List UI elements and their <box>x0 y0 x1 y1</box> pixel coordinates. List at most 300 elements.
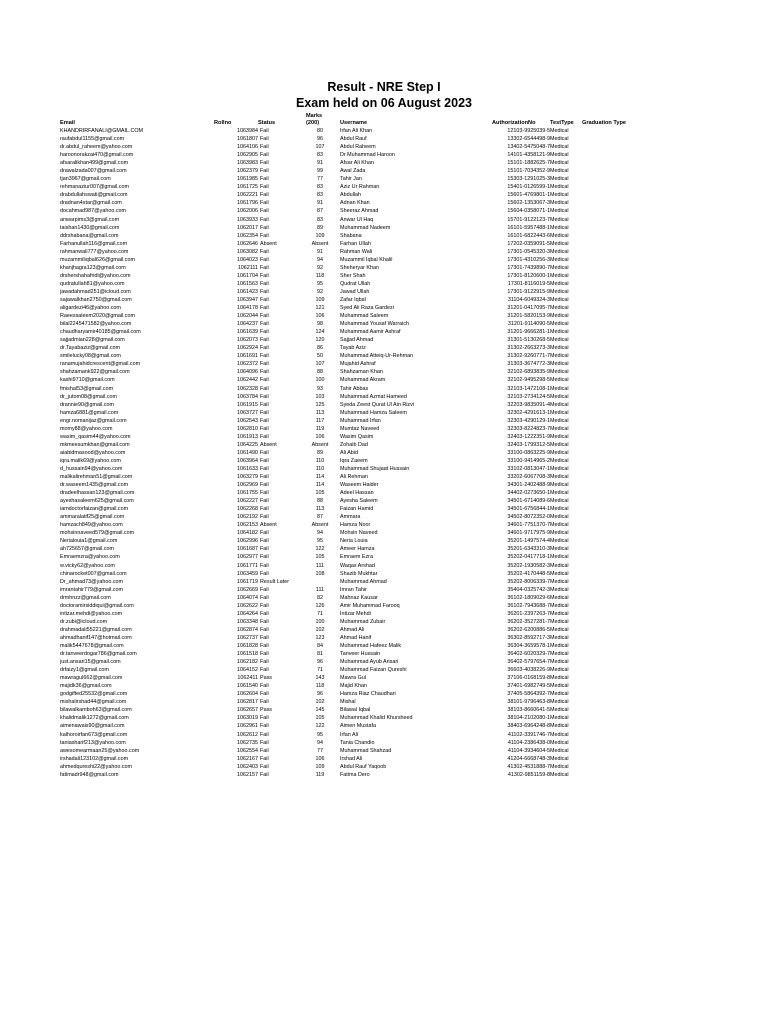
cell-marks: 118 <box>315 272 325 279</box>
table-row <box>60 441 642 449</box>
cell-email: w.vicky62@yahoo.com <box>60 562 115 569</box>
cell-email: fatimadr948@gmail.com <box>60 771 119 778</box>
cell-username: Abdul Rauf <box>340 136 367 143</box>
table-row <box>60 449 642 457</box>
cell-graduation-type <box>582 127 642 135</box>
cell-username: Muhammad Shujaat Hussain <box>340 465 410 472</box>
cell-rollno: 1063983 <box>237 160 258 167</box>
cell-rollno: 1062221 <box>237 192 258 199</box>
table-row <box>60 127 642 135</box>
cell-username: Tania Chandio <box>340 739 375 746</box>
cell-rollno: 1061915 <box>237 401 258 408</box>
cell-authorization: 34501-6714089-6 <box>507 498 550 505</box>
cell-email: sajawalkhan2750@gmail.com <box>60 296 132 303</box>
cell-marks: 125 <box>315 401 325 408</box>
table-row <box>60 682 642 690</box>
cell-status: Fail <box>260 643 269 649</box>
cell-username: Syed Ali Raza Gardezi <box>340 305 394 312</box>
cell-authorization: 37405-5864392-7 <box>507 691 550 698</box>
cell-status: Fail <box>260 305 269 312</box>
cell-rollno: 1062737 <box>237 634 258 641</box>
cell-authorization: 15401-0126599-1 <box>507 184 550 191</box>
table-row <box>60 658 642 666</box>
cell-graduation-type <box>582 610 642 618</box>
cell-status: Fail <box>260 586 269 593</box>
cell-email: drshershahafridi@yahoo.com <box>60 272 131 279</box>
cell-graduation-type <box>582 175 642 183</box>
cell-testtype: Medical <box>550 305 569 312</box>
cell-testtype: Medical <box>550 321 569 328</box>
cell-email: rahmanwali777@yahoo.com <box>60 248 129 255</box>
cell-rollno: 1062735 <box>237 739 258 746</box>
cell-marks: 86 <box>317 345 323 352</box>
cell-username: Qudrat Ullah <box>340 280 371 287</box>
table-row <box>60 465 642 473</box>
cell-authorization: 41102-3391746-7 <box>507 731 550 738</box>
cell-testtype: Medical <box>550 393 569 400</box>
cell-rollno: 1062354 <box>237 232 258 239</box>
table-row <box>60 175 642 183</box>
cell-status: Fail <box>260 683 269 690</box>
cell-authorization: 31303-3674772-3 <box>507 361 550 368</box>
cell-graduation-type <box>582 771 642 779</box>
cell-graduation-type <box>582 739 642 747</box>
cell-graduation-type <box>582 352 642 360</box>
cell-username: Tahir Jan <box>340 176 362 183</box>
table-row <box>60 698 642 706</box>
cell-marks: Absent <box>311 240 329 247</box>
cell-graduation-type <box>582 288 642 296</box>
cell-testtype: Medical <box>550 506 569 513</box>
cell-rollno: 1063947 <box>237 296 258 303</box>
cell-email: shahzamank922@gmail.com <box>60 369 130 376</box>
cell-marks: 77 <box>317 176 323 183</box>
cell-email: dr.waseem1435@gmail.com <box>60 482 129 489</box>
cell-testtype: Medical <box>550 482 569 489</box>
cell-testtype: Medical <box>550 562 569 569</box>
cell-testtype: Medical <box>550 651 569 658</box>
cell-marks: 124 <box>315 329 325 336</box>
cell-status: Fail <box>260 385 269 392</box>
cell-username: Tahir Abbas <box>340 385 369 392</box>
cell-rollno: 1061518 <box>237 651 258 658</box>
cell-marks: 126 <box>315 602 325 609</box>
cell-testtype: Medical <box>550 216 569 223</box>
cell-email: chinarocket007@gmail.com <box>60 570 127 577</box>
cell-rollno: 1062372 <box>237 361 258 368</box>
cell-email: khalidmalik1272@gmail.com <box>60 715 129 722</box>
cell-authorization: 32403-1799312-5 <box>507 441 550 448</box>
cell-status: Fail <box>260 128 269 134</box>
cell-graduation-type <box>582 296 642 304</box>
cell-username: Sheheryar Khan <box>340 264 379 271</box>
cell-username: Muhammad Faizan Qureshi <box>340 667 407 674</box>
cell-testtype: Medical <box>550 755 569 762</box>
cell-authorization: 34301-2402488-9 <box>507 482 550 489</box>
cell-username: Muhammad Hamza Saleem <box>340 409 407 416</box>
cell-authorization: 15101-7034352-9 <box>507 168 550 175</box>
cell-testtype: Medical <box>550 683 569 690</box>
cell-testtype: Medical <box>550 152 569 159</box>
cell-username: Neria Louia <box>340 538 368 545</box>
cell-rollno: 1064264 <box>237 610 258 617</box>
cell-status: Fail <box>260 602 269 609</box>
cell-email: mkmeesumkhan@gmail.com <box>60 441 130 448</box>
table-row <box>60 481 642 489</box>
cell-authorization: 17301-4310256-3 <box>507 256 550 263</box>
header-row <box>60 113 642 127</box>
cell-email: malikalirehman51@gmail.com <box>60 474 133 481</box>
table-row <box>60 393 642 401</box>
cell-marks: 94 <box>317 256 323 263</box>
cell-rollno: 1062227 <box>237 498 258 505</box>
cell-testtype: Medical <box>550 659 569 666</box>
cell-graduation-type <box>582 224 642 232</box>
header-status: Status <box>258 120 276 126</box>
cell-marks: 106 <box>315 313 325 320</box>
cell-marks: 83 <box>317 152 323 159</box>
cell-authorization: 35202-1930582-3 <box>507 562 550 569</box>
cell-status: Fail <box>260 659 269 666</box>
cell-authorization: 32403-1222351-9 <box>507 433 550 440</box>
cell-testtype: Medical <box>550 248 569 255</box>
cell-username: Mishal <box>340 699 356 706</box>
cell-marks: 145 <box>315 707 325 714</box>
cell-status: Fail <box>260 651 269 658</box>
cell-testtype: Medical <box>550 176 569 183</box>
cell-graduation-type <box>582 505 642 513</box>
cell-authorization: 16101-6822443-6 <box>507 232 550 239</box>
cell-authorization: 32203-9835091-4 <box>507 401 550 408</box>
cell-testtype: Medical <box>550 747 569 754</box>
cell-status: Fail <box>260 393 269 400</box>
cell-rollno: 1061563 <box>237 280 258 287</box>
cell-status: Fail <box>260 465 269 472</box>
cell-marks: 100 <box>315 377 325 384</box>
cell-email: aligardezi46@yahoo.com <box>60 305 121 312</box>
cell-rollno: 1063348 <box>237 618 258 625</box>
cell-testtype: Medical <box>550 691 569 698</box>
cell-graduation-type <box>582 586 642 594</box>
cell-email: raufabdul1155@gmail.com <box>60 136 125 143</box>
cell-marks: 94 <box>317 739 323 746</box>
cell-graduation-type <box>582 562 642 570</box>
cell-username: Awal Zada <box>340 168 366 175</box>
cell-username: Muhammad Irfan <box>340 417 381 424</box>
cell-graduation-type <box>582 529 642 537</box>
cell-graduation-type <box>582 618 642 626</box>
cell-email: sajjadmian228@gmail.com <box>60 337 125 344</box>
cell-email: dr_jutom08@gmail.com <box>60 393 118 400</box>
cell-graduation-type <box>582 304 642 312</box>
cell-rollno: 1062006 <box>237 208 258 215</box>
cell-graduation-type <box>582 385 642 393</box>
cell-graduation-type <box>582 167 642 175</box>
table-row <box>60 731 642 739</box>
cell-email: malik5447678@gmail.com <box>60 643 124 649</box>
cell-rollno: 1064074 <box>237 594 258 601</box>
cell-status: Fail <box>260 618 269 625</box>
cell-marks: 83 <box>317 216 323 223</box>
cell-testtype: Medical <box>550 457 569 464</box>
cell-username: Muhammad Nadeem <box>340 224 391 231</box>
cell-username: Zohaib Dad <box>340 441 368 448</box>
cell-status: Fail <box>260 490 269 497</box>
cell-username: Irfan Ali <box>340 731 358 738</box>
cell-authorization: 41302-4531888-7 <box>507 763 550 770</box>
cell-status: Pass <box>260 675 272 682</box>
cell-marks: 122 <box>315 546 325 553</box>
cell-status: Fail <box>260 699 269 706</box>
table-row <box>60 368 642 376</box>
cell-status: Fail <box>260 425 269 432</box>
cell-status: Fail <box>260 731 269 738</box>
cell-testtype: Medical <box>550 522 569 529</box>
cell-status: Fail <box>260 144 269 151</box>
table-row <box>60 344 642 352</box>
cell-graduation-type <box>582 481 642 489</box>
cell-marks: 114 <box>315 474 325 481</box>
cell-status: Fail <box>260 272 269 279</box>
cell-authorization: 32102-9495298-5 <box>507 377 550 384</box>
cell-testtype: Medical <box>550 707 569 714</box>
cell-authorization: 41204-6668748-3 <box>507 755 550 762</box>
cell-status: Fail <box>260 530 269 537</box>
cell-authorization: 36102-7943688-7 <box>507 602 550 609</box>
cell-graduation-type <box>582 425 642 433</box>
cell-testtype: Medical <box>550 425 569 432</box>
cell-email: mohsinnaveed579@gmail.com <box>60 530 135 537</box>
cell-marks: 123 <box>315 634 325 641</box>
cell-username: Abdullah <box>340 192 361 199</box>
cell-status: Fail <box>260 482 269 489</box>
cell-email: iqra.malik69@yahoo.com <box>60 457 121 464</box>
cell-marks: 87 <box>317 514 323 521</box>
cell-email: dradeelhassan123@gmail.com <box>60 490 135 497</box>
cell-status: Result Later <box>260 578 290 585</box>
cell-status: Fail <box>260 345 269 352</box>
cell-status: Fail <box>260 546 269 553</box>
cell-marks: 84 <box>317 643 323 649</box>
cell-email: hamza6881@gmail.com <box>60 409 119 416</box>
cell-authorization: 31302-2663273-3 <box>507 345 550 352</box>
cell-username: Mawra Gul <box>340 675 367 682</box>
cell-testtype: Medical <box>550 634 569 641</box>
cell-authorization: 34601-9717975-9 <box>507 530 550 537</box>
header-email: Email <box>60 120 75 126</box>
cell-email: iamdoctorfaizan@gmail.com <box>60 506 129 513</box>
cell-rollno: 1063964 <box>237 457 258 464</box>
header-username: Username <box>340 120 368 126</box>
cell-status: Fail <box>260 570 269 577</box>
cell-email: fmishal53@gmail.com <box>60 385 114 392</box>
cell-username: Muhammad Atteiq-Ur-Rehman <box>340 353 414 360</box>
cell-authorization: 15101-1882625-7 <box>507 160 550 167</box>
table-row <box>60 553 642 561</box>
cell-authorization: 38403-6964248-8 <box>507 723 550 730</box>
cell-graduation-type <box>582 521 642 529</box>
cell-status: Fail <box>260 160 269 167</box>
cell-marks: 95 <box>317 731 323 738</box>
cell-email: engr.nomanijaz@gmail.com <box>60 417 127 424</box>
cell-rollno: 1064178 <box>237 305 258 312</box>
cell-testtype: Medical <box>550 771 569 778</box>
cell-rollno: 1061490 <box>237 449 258 456</box>
cell-marks: 103 <box>315 393 325 400</box>
table-row <box>60 224 642 232</box>
cell-graduation-type <box>582 183 642 191</box>
cell-authorization: 35404-0325742-3 <box>507 586 550 593</box>
cell-graduation-type <box>582 722 642 730</box>
cell-email: d_hussain94@yahoo.com <box>60 465 123 472</box>
cell-rollno: 1061771 <box>237 562 258 569</box>
cell-testtype: Medical <box>550 160 569 167</box>
cell-status: Fail <box>260 168 269 175</box>
cell-status: Fail <box>260 152 269 159</box>
cell-rollno: 1064152 <box>237 667 258 674</box>
cell-status: Fail <box>260 634 269 641</box>
cell-username: Shahzaman Khan <box>340 369 383 376</box>
cell-email: mawragul662@gmail.com <box>60 675 123 682</box>
cell-graduation-type <box>582 473 642 481</box>
cell-marks: 81 <box>317 651 323 658</box>
cell-authorization: 15604-0358071-1 <box>507 208 550 215</box>
cell-authorization: 35202-0417718-1 <box>507 554 550 561</box>
cell-username: Anwar Ul Haq <box>340 216 374 223</box>
cell-status: Fail <box>260 715 269 722</box>
cell-marks: 122 <box>315 723 325 730</box>
cell-username: Adnan Khan <box>340 200 370 207</box>
cell-rollno: 1062328 <box>237 385 258 392</box>
table-row <box>60 433 642 441</box>
cell-email: muzammiliqbal626@gmail.com <box>60 256 135 263</box>
cell-username: Ameer Hamza <box>340 546 375 553</box>
cell-testtype: Medical <box>550 739 569 746</box>
cell-username: Tayab Aziz <box>340 345 366 352</box>
cell-authorization: 35201-1497574-4 <box>507 538 550 545</box>
cell-username: Mujahid Ashraf <box>340 361 376 368</box>
table-row <box>60 714 642 722</box>
cell-username: Rahman Wali <box>340 248 373 255</box>
cell-marks: 105 <box>315 490 325 497</box>
cell-marks: 89 <box>317 224 323 231</box>
cell-rollno: 1062874 <box>237 626 258 633</box>
table-row <box>60 207 642 215</box>
cell-authorization: 16101-5957488-1 <box>507 224 550 231</box>
cell-marks: 109 <box>315 296 325 303</box>
cell-email: majidk36@gmail.com <box>60 683 112 690</box>
cell-graduation-type <box>582 714 642 722</box>
table-row <box>60 618 642 626</box>
table-row <box>60 489 642 497</box>
cell-email: khanjhagra123@gmail.com <box>60 264 126 271</box>
cell-marks: 119 <box>315 425 325 432</box>
cell-authorization: 36304-3659578-1 <box>507 643 550 649</box>
cell-status: Fail <box>260 747 269 754</box>
cell-username: Muzammil Iqbal Khalil <box>340 256 393 263</box>
cell-marks: 96 <box>317 136 323 143</box>
cell-rollno: 1062646 <box>237 240 258 247</box>
cell-graduation-type <box>582 344 642 352</box>
cell-rollno: 1061687 <box>237 546 258 553</box>
table-row <box>60 401 642 409</box>
cell-rollno: 1061540 <box>237 683 258 690</box>
cell-status: Fail <box>260 329 269 336</box>
cell-username: Ahmad Ali <box>340 626 365 633</box>
cell-status: Fail <box>260 296 269 303</box>
cell-status: Fail <box>260 313 269 320</box>
cell-graduation-type <box>582 545 642 553</box>
cell-marks: 106 <box>315 755 325 762</box>
cell-testtype: Medical <box>550 610 569 617</box>
cell-status: Fail <box>260 554 269 561</box>
cell-marks: 98 <box>317 321 323 328</box>
table-row <box>60 473 642 481</box>
cell-username: Aziz Ur Rahman <box>340 184 380 191</box>
cell-authorization: 41104-2386438-0 <box>507 739 550 746</box>
table-row <box>60 739 642 747</box>
table-row <box>60 771 642 779</box>
cell-authorization: 36302-8592717-3 <box>507 634 550 641</box>
table-row <box>60 690 642 698</box>
cell-email: bilawalkamboh63@gmail.com <box>60 707 132 714</box>
cell-rollno: 1062157 <box>237 771 258 778</box>
cell-email: drfaizy1@gmail.com <box>60 667 109 674</box>
cell-testtype: Medical <box>550 715 569 722</box>
cell-authorization: 32303-8224823-7 <box>507 425 550 432</box>
table-row <box>60 545 642 553</box>
cell-marks: 50 <box>317 353 323 360</box>
cell-testtype: Medical <box>550 441 569 448</box>
cell-testtype: Medical <box>550 449 569 456</box>
cell-authorization: 17301-0545320-3 <box>507 248 550 255</box>
table-row <box>60 755 642 763</box>
header-testtype: TestType <box>550 120 574 126</box>
cell-email: chaudharyamir40185@gmail.com <box>60 329 141 336</box>
cell-email: momy88@yahoo.com <box>60 425 113 432</box>
cell-testtype: Medical <box>550 763 569 770</box>
cell-email: ranamujahidcrescent@gmail.com <box>60 361 141 368</box>
cell-rollno: 1061807 <box>237 136 258 143</box>
cell-email: jawadahmad251@icloud.com <box>60 288 131 295</box>
cell-marks: 105 <box>315 715 325 722</box>
cell-email: haroonorakzai470@gmail.com <box>60 152 134 159</box>
cell-graduation-type <box>582 328 642 336</box>
table-row <box>60 586 642 594</box>
cell-marks: 83 <box>317 192 323 199</box>
cell-authorization: 37401-6982749-5 <box>507 683 550 690</box>
cell-username: Mahnaz Kausar <box>340 594 378 601</box>
cell-rollno: 1062073 <box>237 337 258 344</box>
cell-rollno: 1063727 <box>237 409 258 416</box>
cell-email: aimenawais90@gmail.com <box>60 723 125 730</box>
cell-rollno: 1061985 <box>237 176 258 183</box>
cell-email: Emraemzra@yahoo.com <box>60 554 120 561</box>
cell-rollno: 1062111 <box>237 264 258 271</box>
cell-authorization: 41302-9851159-8 <box>507 771 550 778</box>
table-row <box>60 626 642 634</box>
cell-marks: 113 <box>315 409 325 416</box>
cell-status: Fail <box>260 401 269 408</box>
cell-rollno: 1062612 <box>237 731 258 738</box>
cell-status: Fail <box>260 208 269 215</box>
cell-testtype: Medical <box>550 337 569 344</box>
table-row <box>60 167 642 175</box>
cell-graduation-type <box>582 232 642 240</box>
cell-username: Farhan Ullah <box>340 240 371 247</box>
cell-email: docahmad987@yahoo.com <box>60 208 127 215</box>
cell-authorization: 17301-9122915-9 <box>507 288 550 295</box>
